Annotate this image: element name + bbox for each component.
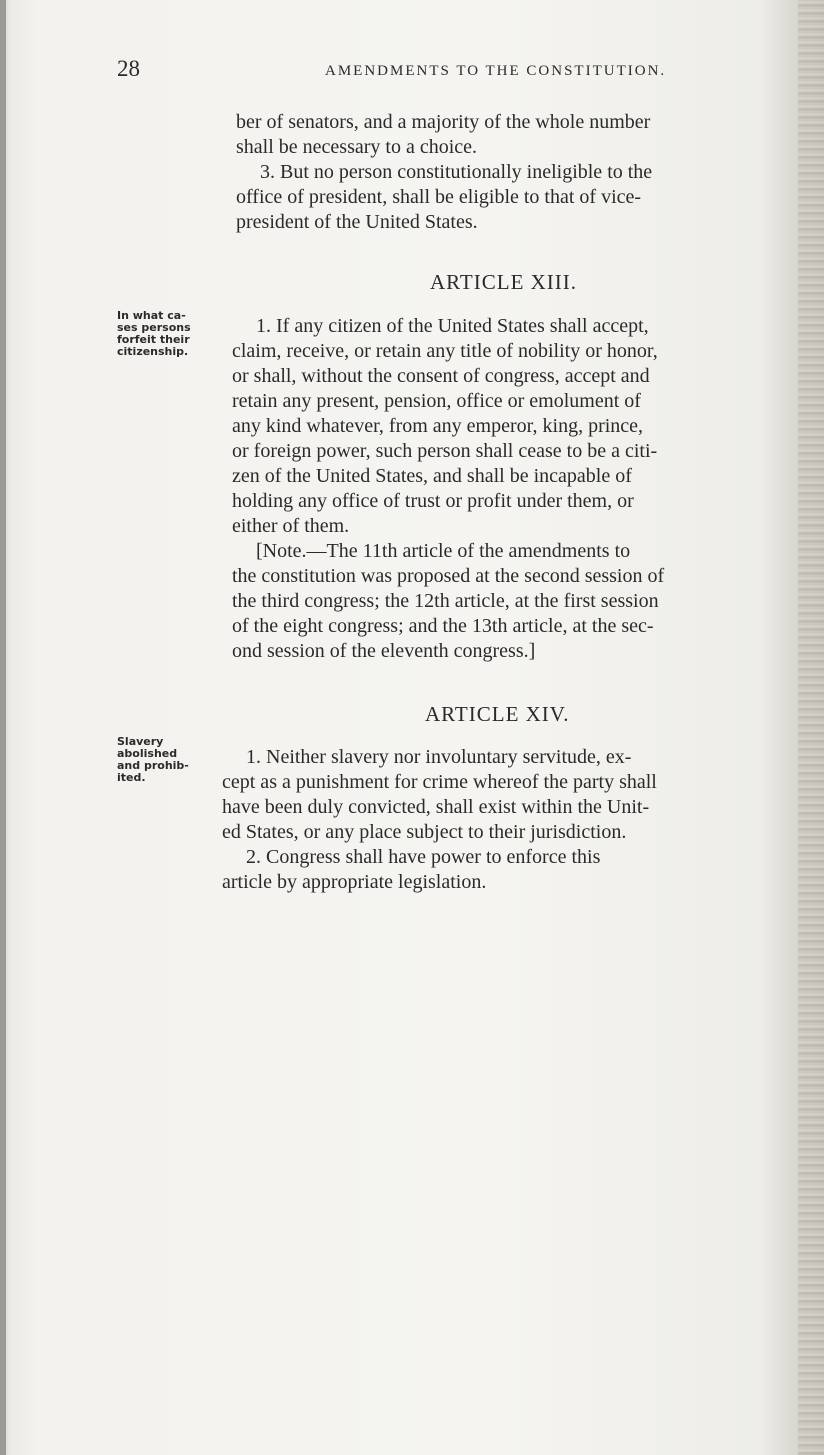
running-head: AMENDMENTS TO THE CONSTITUTION. (325, 63, 667, 79)
margin-note-line: and prohib- (117, 759, 189, 772)
article-xiii-body (232, 314, 664, 664)
margin-note-line: abolished (117, 747, 178, 760)
text-line: retain any present, pension, office or emolument of (232, 390, 641, 412)
text-line: office of president, shall be eligible to that of vice- (236, 186, 642, 208)
text-line: any kind whatever, from any emperor, king, prince, (232, 415, 644, 437)
text-line: article by appropriate legislation. (222, 871, 487, 893)
note-line: ond session of the eleventh congress.] (232, 640, 536, 662)
text-line: have been duly convicted, shall exist within the Unit- (222, 796, 650, 818)
page-header (0, 56, 824, 86)
continued-text-block (236, 110, 652, 235)
note-line: [Note.—The 11th article of the amendments to (256, 540, 631, 562)
page-left-edge (0, 0, 6, 1455)
text-line: zen of the United States, and shall be incapable of (232, 465, 632, 487)
text-line: or shall, without the consent of congress, accept and (232, 365, 650, 387)
note-line: of the eight congress; and the 13th article, at the sec- (232, 615, 654, 637)
text-line: or foreign power, such person shall cease to be a citi- (232, 440, 658, 462)
note-line: the third congress; the 12th article, at the first session (232, 590, 659, 612)
text-line: ber of senators, and a majority of the whole number (236, 111, 651, 133)
note-line: the constitution was proposed at the second session of (232, 565, 665, 587)
text-line: 1. Neither slavery nor involuntary servitude, ex- (246, 746, 632, 768)
page-number: 28 (117, 56, 140, 81)
article-xiv-body (222, 745, 657, 895)
margin-note-line: ses persons (117, 321, 191, 334)
text-line: cept as a punishment for crime whereof the party shall (222, 771, 657, 793)
text-line: either of them. (232, 515, 350, 537)
page-right-edge (798, 0, 824, 1455)
margin-note-line: ited. (117, 771, 146, 784)
text-line: shall be necessary to a choice. (236, 136, 478, 158)
article-xiv-heading: ARTICLE XIV. (425, 702, 570, 726)
text-line: ed States, or any place subject to their jurisdiction. (222, 821, 627, 843)
text-line: holding any office of trust or profit under them, or (232, 490, 634, 512)
margin-note-line: forfeit their (117, 333, 190, 346)
margin-note-line: Slavery (117, 735, 164, 748)
margin-note-line: citizenship. (117, 345, 189, 358)
text-line: 1. If any citizen of the United States shall accept, (256, 315, 649, 337)
text-line: claim, receive, or retain any title of nobility or honor, (232, 340, 658, 362)
margin-note-line: In what ca- (117, 309, 186, 322)
article-xiii-margin-note (117, 310, 191, 358)
text-line: 3. But no person constitutionally ineligible to the (260, 161, 653, 183)
text-line: 2. Congress shall have power to enforce this (246, 846, 601, 868)
article-xiii-heading: ARTICLE XIII. (430, 270, 578, 294)
article-xiv-margin-note (117, 736, 189, 784)
text-line: president of the United States. (236, 211, 478, 233)
